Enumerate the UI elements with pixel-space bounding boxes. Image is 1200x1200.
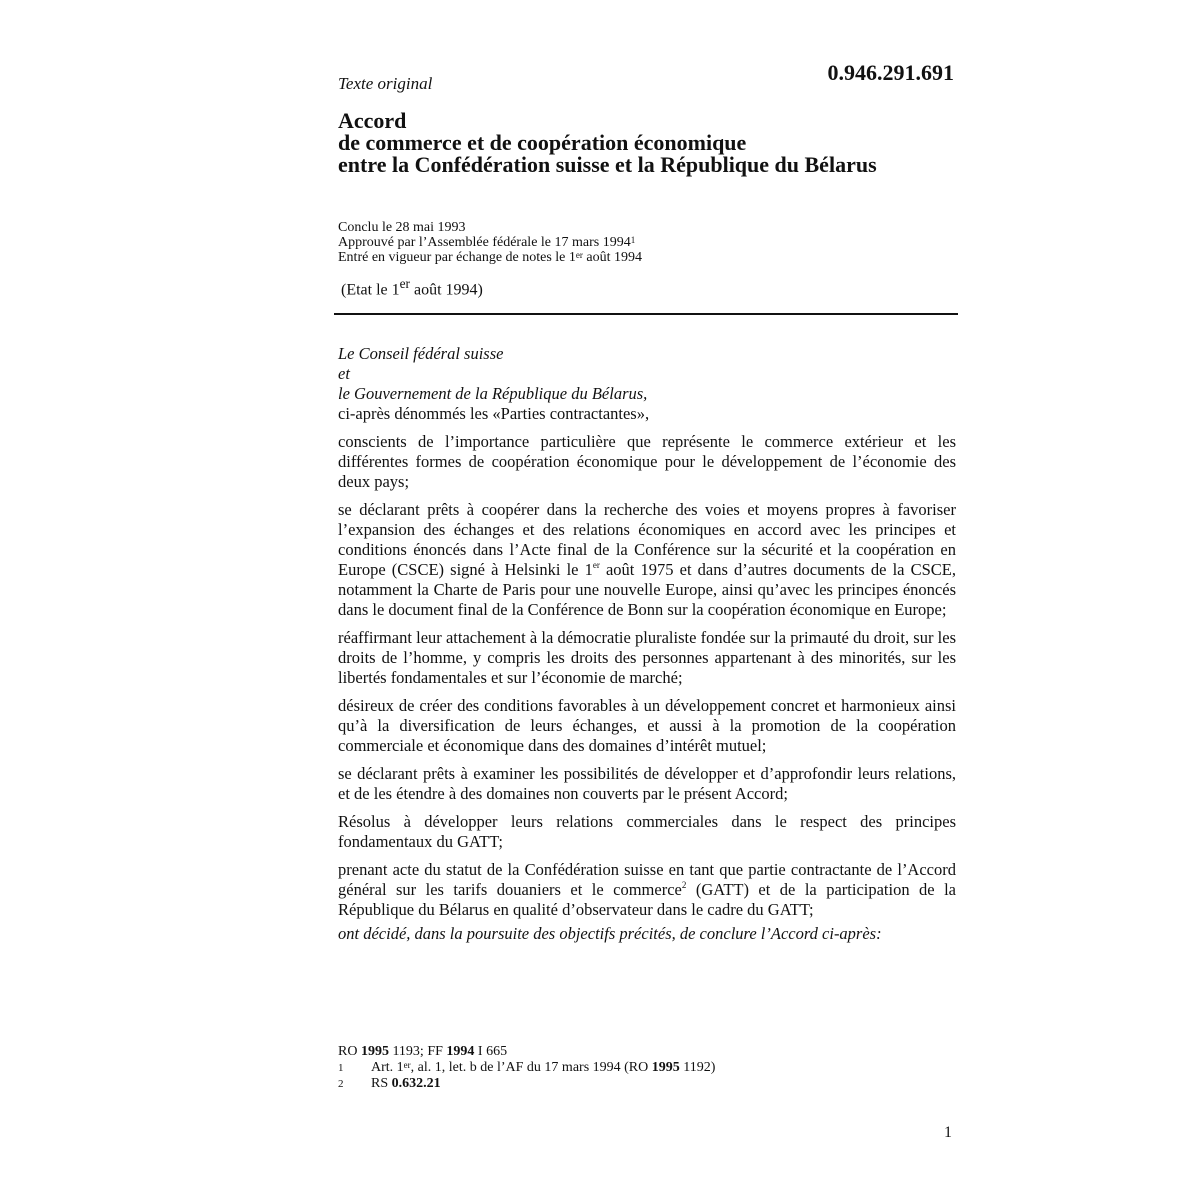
entry-into-force: Entré en vigueur par échange de notes le 1er août 1994 (338, 250, 643, 265)
footnote-ref-1[interactable]: 1 (630, 235, 636, 245)
sr-number: 0.946.291.691 (827, 60, 954, 85)
title-line-3: entre la Confédération suisse et la République du Bélarus (338, 152, 877, 177)
parties-block (338, 344, 956, 424)
preamble-paragraph-3: réaffirmant leur attachement à la démocratie pluraliste fondée sur la primauté du droit, sur les droits de l’homme, y compris les droits des personnes appartenant à des minorités, sur les libertés fondamentales et sur l’économie de marché; (338, 628, 956, 687)
preamble-paragraph-2: se déclarant prêts à coopérer dans la recherche des voies et moyens propres à favoriser l’expansion des échanges et des relations économiques en accord avec les principes et conditions énoncés dans l’Acte final de la Conférence sur la sécurité et la coopération en Europe (CSCE) signé à Helsinki le 1er août 1975 et dans d’autres documents de la CSCE, notamment la Charte de Paris pour une nouvelle Europe, ainsi qu’avec les principes énoncés dans le document final de la Conférence de Bonn sur la coopération économique en Europe; (338, 500, 956, 619)
party-conjunction: et (338, 364, 350, 383)
preamble (338, 344, 956, 952)
preamble-paragraph-4: désireux de créer des conditions favorables à un développement concret et harmonieux ainsi qu’à la diversification de leurs échanges, et aussi à la promotion de la coopération commerciale et économique dans des domaines d’intérêt mutuel; (338, 696, 956, 755)
header-divider (334, 313, 958, 315)
footnotes (338, 1044, 715, 1092)
document-metadata (338, 220, 642, 265)
hereinafter-clause: ci-après dénommés les «Parties contractantes», (338, 404, 650, 423)
original-text-label: Texte original (338, 74, 433, 93)
preamble-paragraph-7: prenant acte du statut de la Confédération suisse en tant que partie contractante de l’Accord général sur les tarifs douaniers et le commerce$^2$ (GATT) et de la participation de la République du Bélarus en qualité d’observateur dans le cadre du GATT; (338, 860, 956, 919)
publication-reference: RO 1995 1193; FF 1994 I 665 (338, 1044, 508, 1059)
party-swiss-council: Le Conseil fédéral suisse (338, 344, 504, 363)
preamble-paragraph-6: Résolus à développer leurs relations commerciales dans le respect des principes fondamentaux du GATT; (338, 812, 956, 851)
title-line-1: Accord (338, 108, 407, 133)
document-title (338, 110, 978, 176)
footnote-1: 1 Art. 1er, al. 1, let. b de l’AF du 17 mars 1994 (RO 1995 1192) (338, 1060, 716, 1075)
state-date: (Etat le 1er août 1994) (341, 276, 483, 299)
approved-date: Approuvé par l’Assemblée fédérale le 17 mars 1994$^1$ (338, 235, 636, 250)
title-line-2: de commerce et de coopération économique (338, 130, 747, 155)
preamble-conclusion: ont décidé, dans la poursuite des objectifs précités, de conclure l’Accord ci-après: (338, 924, 882, 943)
preamble-paragraph-1: conscients de l’importance particulière que représente le commerce extérieur et les différentes formes de coopération économique pour le développement de l’économie des deux pays; (338, 432, 956, 491)
preamble-paragraph-5: se déclarant prêts à examiner les possibilités de développer et d’approfondir leurs relations, et de les étendre à des domaines non couverts par le présent Accord; (338, 764, 956, 803)
footnote-ref-2[interactable]: 2 (681, 880, 687, 890)
concluded-date: Conclu le 28 mai 1993 (338, 220, 466, 235)
page-number: 1 (944, 1124, 952, 1141)
party-belarus-government: le Gouvernement de la République du Bélarus, (338, 384, 648, 403)
footnote-2: 2 RS 0.632.21 (338, 1076, 441, 1091)
